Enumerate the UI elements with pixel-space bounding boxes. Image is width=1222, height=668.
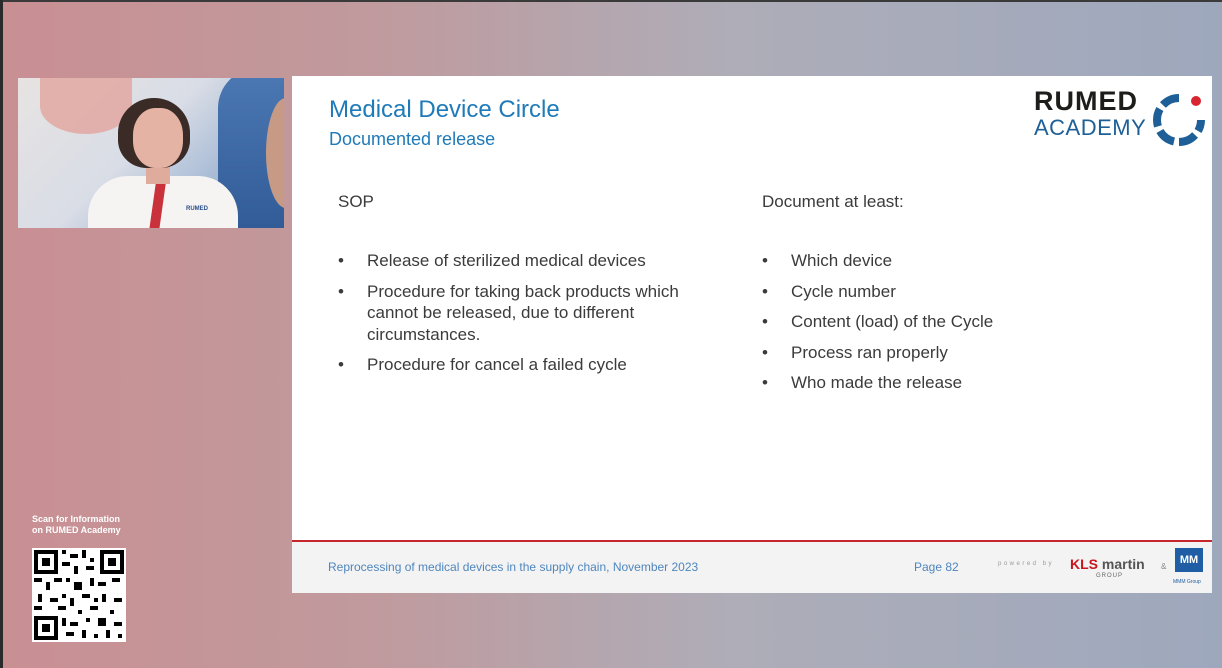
presentation-slide	[292, 76, 1212, 593]
rumed-academy-logo	[1034, 86, 1209, 144]
slide-footer	[292, 542, 1212, 593]
list-item	[762, 372, 1122, 394]
list-item	[338, 354, 698, 376]
list-item	[762, 311, 1122, 333]
qr-caption-line2: on RUMED Academy	[32, 525, 121, 535]
list-item-text: Content (load) of the Cycle	[791, 312, 994, 331]
martin-text: martin	[1101, 556, 1145, 572]
bullet: •	[762, 373, 768, 392]
top-border	[0, 0, 1222, 2]
bullet: •	[762, 312, 768, 331]
qr-code-icon	[32, 548, 126, 642]
logo-line2: ACADEMY	[1034, 115, 1147, 140]
bullet: •	[338, 251, 344, 270]
bullet: •	[762, 251, 768, 270]
document-list	[762, 250, 1122, 394]
logo-line1: RUMED	[1034, 86, 1138, 116]
presenter-face	[133, 108, 183, 168]
list-item-text: Who made the release	[791, 373, 963, 392]
bullet: •	[338, 281, 344, 301]
ampersand: &	[1161, 562, 1167, 571]
list-item	[338, 281, 698, 346]
sop-column	[338, 192, 698, 385]
qr-caption-line1: Scan for Information	[32, 514, 121, 524]
footer-text: Reprocessing of medical devices in the supply chain, November 2023	[328, 560, 699, 574]
list-item	[762, 281, 1122, 303]
list-item-text: Procedure for taking back products which cannot be released, due to different circumstances.	[367, 281, 679, 344]
kls-text: KLS	[1070, 556, 1098, 572]
list-item-text: Procedure for cancel a failed cycle	[367, 355, 627, 374]
slide-subtitle: Documented release	[329, 129, 496, 149]
slide-title: Medical Device Circle	[329, 96, 560, 123]
bullet: •	[762, 281, 768, 301]
list-item-text: Release of sterilized medical devices	[367, 251, 646, 270]
presenter-video[interactable]	[18, 78, 284, 228]
list-item-text: Which device	[791, 251, 893, 270]
document-column	[762, 192, 1122, 403]
kls-martin-logo	[1070, 556, 1145, 572]
list-item-text: Process ran properly	[791, 342, 948, 362]
list-item	[338, 250, 698, 272]
sop-list	[338, 250, 698, 376]
sop-heading: SOP	[338, 192, 374, 211]
list-item	[762, 342, 1122, 364]
qr-code[interactable]	[32, 548, 126, 642]
document-heading: Document at least:	[762, 192, 904, 211]
qr-caption	[32, 514, 152, 536]
list-item	[762, 250, 1122, 272]
shirt-logo: RUMED	[186, 206, 208, 212]
list-item-text: Cycle number	[791, 281, 896, 301]
bullet: •	[762, 342, 768, 362]
powered-by-label: powered by	[998, 561, 1055, 567]
kls-group-label: GROUP	[1096, 573, 1124, 579]
mm-group-logo: MM	[1175, 548, 1203, 572]
rumed-ring-icon	[1150, 92, 1208, 146]
left-border	[0, 0, 3, 668]
page-number: Page 82	[914, 560, 959, 574]
mm-group-label: MMM Group	[1173, 579, 1201, 585]
bullet: •	[338, 355, 344, 374]
